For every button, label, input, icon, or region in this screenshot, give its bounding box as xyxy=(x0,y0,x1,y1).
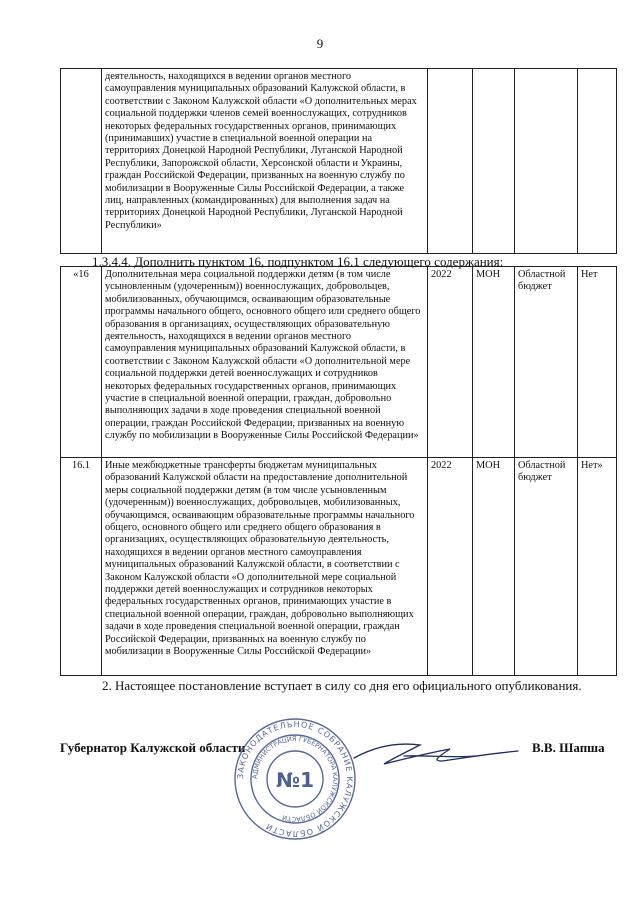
seal-ring-text: ЗАКОНОДАТЕЛЬНОЕ СОБРАНИЕ КАЛУЖСКОЙ ОБЛАСТИ xyxy=(235,719,355,839)
funding-source-cell: Областной бюджет xyxy=(515,458,578,676)
amendment-heading: 1.3.4.4. Дополнить пунктом 16, подпунктом 16.1 следующего содержания: xyxy=(92,254,504,269)
signer-title: Губернатор Калужской области xyxy=(60,740,246,755)
executor-cell: МОН xyxy=(473,458,515,676)
financing-cell: Нет xyxy=(578,267,617,458)
signer-name: В.В. Шапша xyxy=(532,740,605,755)
year-cell xyxy=(428,69,473,254)
seal-number: №1 xyxy=(276,768,314,792)
measures-table xyxy=(60,266,617,676)
measure-description-cell: деятельность, находящихся в ведении органов местного самоуправления муниципальных образований Калужской области, в соответствии с Законом Калужской области «О дополнительных мерах социальной поддержки членов семей военнослужащих, сотрудников некоторых федеральных государственных органов, принимающих (принимавших) участие в специальной военной операции на территориях Донецкой Народной Республики, Луганской Народной Республики, Запорожской области, Херсонской области и Украины, граждан Российской Федерации, призванных на военную службу по мобилизации в Вооруженные Силы Российской Федерации, а также лиц, направленных (командированных) для выполнения задач на территориях Донецкой Народной Республики, Луганской Народной Республики» xyxy=(102,69,428,254)
seal-inner-text: АДМИНИСТРАЦИЯ ГУБЕРНАТОРА КАЛУЖСКОЙ ОБЛАСТИ xyxy=(250,734,340,824)
funding-source-cell xyxy=(515,69,578,254)
continuation-table xyxy=(60,68,617,254)
page-number: 9 xyxy=(316,36,324,51)
year-cell: 2022 xyxy=(428,458,473,676)
measure-description-cell: Иные межбюджетные трансферты бюджетам муниципальных образований Калужской области на предоставление дополнительной меры социальной поддержки детям (в том числе усыновленным (удочеренным)) военнослужащих, добровольцев, мобилизованных, обучающимся, осваивающим образовательные программы начального общего, основного общего или среднего общего образования в организациях, осуществляющих образовательную деятельность, находящихся в ведении органов местного самоуправления муниципальных образований Калужской области, в соответствии с Законом Калужской области «О дополнительной мере социальной поддержки детей военнослужащих и сотрудников некоторых федеральных государственных органов, принимающих участие в специальной военной операции, граждан, добровольно выполняющих задачи в ходе проведения специальной военной операции, граждан Российской Федерации, призванных на военную службу по мобилизации в Вооруженные Силы Российской Федерации» xyxy=(102,458,428,676)
row-number-cell: 16.1 xyxy=(61,458,102,676)
row-number-cell xyxy=(61,69,102,254)
official-seal-stamp xyxy=(232,716,358,842)
funding-source-cell: Областной бюджет xyxy=(515,267,578,458)
row-number-cell: «16 xyxy=(61,267,102,458)
measure-description-cell: Дополнительная мера социальной поддержки детям (в том числе усыновленным (удочеренным)) военнослужащих, добровольцев, мобилизованных, обучающимся, осваивающим образовательные программы начального общего, основного общего или среднего общего образования в организациях, осуществляющих образовательную деятельность, находящихся в ведении органов местного самоуправления муниципальных образований Калужской области, в соответствии с Законом Калужской области «О дополнительной мере социальной поддержки детей военнослужащих и сотрудников некоторых федеральных государственных органов, принимающих участие в специальной военной операции, граждан, добровольно выполняющих задачи в ходе проведения специальной военной операции, граждан Российской Федерации, призванных на военную службу по мобилизации в Вооруженные Силы Российской Федерации» xyxy=(102,267,428,458)
effective-date-paragraph: 2. Настоящее постановление вступает в силу со дня его официального опубликования. xyxy=(102,678,582,693)
executor-cell xyxy=(473,69,515,254)
financing-cell xyxy=(578,69,617,254)
handwritten-signature xyxy=(346,736,526,770)
executor-cell: МОН xyxy=(473,267,515,458)
financing-cell: Нет» xyxy=(578,458,617,676)
table-row xyxy=(61,458,617,676)
table-row xyxy=(61,267,617,458)
year-cell: 2022 xyxy=(428,267,473,458)
table-row xyxy=(61,69,617,254)
